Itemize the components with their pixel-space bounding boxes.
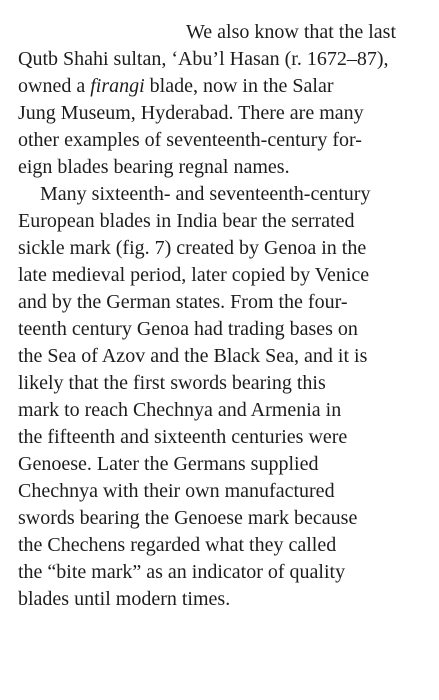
paragraph-2-line-14: the Chechens regarded what they called bbox=[18, 534, 337, 556]
paragraph-2-line-6: teenth century Genoa had trading bases on bbox=[18, 318, 358, 340]
paragraph-1-line-1: We also know that the last bbox=[186, 21, 397, 43]
paragraph-1-line-6: eign blades bearing regnal names. bbox=[18, 156, 290, 178]
paragraph-2-line-8: likely that the first swords bearing this bbox=[18, 372, 326, 394]
paragraph-2-line-11: Genoese. Later the Germans supplied bbox=[18, 453, 319, 475]
paragraph-1-line-4: Jung Museum, Hyderabad. There are many bbox=[18, 102, 364, 124]
paragraph-2-line-3: sickle mark (fig. 7) created by Genoa in the bbox=[18, 237, 367, 259]
paragraph-2-line-16: blades until modern times. bbox=[18, 588, 231, 610]
paragraph-2-line-5: and by the German states. From the four- bbox=[18, 291, 348, 313]
paragraph-1-line-2: Qutb Shahi sultan, ‘Abu’l Hasan (r. 1672–87), bbox=[18, 48, 389, 70]
paragraph-2-line-15: the “bite mark” as an indicator of quality bbox=[18, 561, 346, 583]
paragraph-1-line-3 bbox=[18, 72, 334, 100]
paragraph-1-line-5: other examples of seventeenth-century for- bbox=[18, 129, 362, 151]
paragraph-2-line-1: Many sixteenth- and seventeenth-century bbox=[40, 183, 371, 205]
paragraph-2-line-13: swords bearing the Genoese mark because bbox=[18, 507, 358, 529]
paragraph-2-line-4: late medieval period, later copied by Venice bbox=[18, 264, 370, 286]
paragraph-2-line-7: the Sea of Azov and the Black Sea, and it is bbox=[18, 345, 368, 367]
line-text: owned a bbox=[18, 75, 91, 97]
paragraph-2-line-12: Chechnya with their own manufactured bbox=[18, 480, 335, 502]
paragraph-2-line-10: the fifteenth and sixteenth centuries were bbox=[18, 426, 348, 448]
paragraph-2-line-2: European blades in India bear the serrated bbox=[18, 210, 355, 232]
firangi-italic-term: firangi bbox=[90, 75, 145, 97]
paragraph-2-line-9: mark to reach Chechnya and Armenia in bbox=[18, 399, 342, 421]
line-text: blade, now in the Salar bbox=[144, 75, 334, 97]
